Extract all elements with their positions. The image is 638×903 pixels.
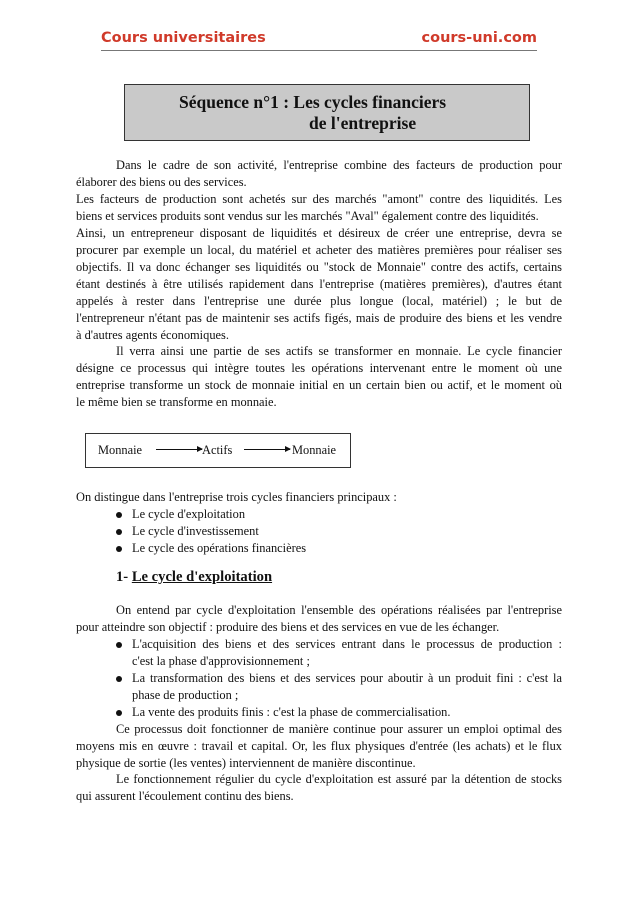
- list-item: [76, 540, 562, 557]
- text-line: pour atteindre son objectif : produire des biens et des services en vue de les échanger.: [76, 620, 500, 634]
- bullet-icon: [116, 546, 122, 552]
- list-item-text: Le cycle des opérations financières: [132, 541, 307, 555]
- cycles-list: [76, 489, 562, 557]
- text-line: l'entrepreneur n'étant pas de maintenir ses actifs figés, mais de produire des biens et les vendre: [76, 311, 562, 325]
- text-line: La vente des produits finis : c'est la phase de commercialisation.: [132, 705, 451, 719]
- text-line: Ce processus doit fonctionner de manière continue pour assurer un emploi optimal des: [116, 722, 562, 736]
- flow-node-monnaie-end: Monnaie: [292, 443, 337, 457]
- flow-arrow-2: [244, 449, 290, 450]
- flow-node-actifs: Actifs: [202, 443, 233, 457]
- sequence-title-line1: Séquence n°1 : Les cycles financiers: [179, 92, 447, 112]
- text-line: L'acquisition des biens et des services entrant dans le processus de production :: [132, 637, 562, 651]
- cycles-intro-text: On distingue dans l'entreprise trois cycles financiers principaux :: [76, 490, 397, 504]
- text-line: appelés à rester dans l'entreprise une durée plus longue (local, matériel) ; le but de: [76, 294, 562, 308]
- bullet-icon: [116, 676, 122, 682]
- text-line: phase de production ;: [132, 688, 239, 702]
- text-line: Il verra ainsi une partie de ses actifs se transformer en monnaie. Le cycle financier: [116, 344, 562, 358]
- header-site-link[interactable]: cours-uni.com: [421, 30, 537, 46]
- text-line: le même bien se transforme en monnaie.: [76, 395, 277, 409]
- bullet-icon: [116, 710, 122, 716]
- text-line: objectifs. Il va donc échanger ses liquidités ou "stock de Monnaie" contre des actifs, certains: [76, 260, 562, 274]
- section-1-number: 1-: [116, 569, 132, 585]
- text-line: élaborer des biens ou des services.: [76, 175, 247, 189]
- section-1-title: Le cycle d'exploitation: [131, 569, 273, 585]
- list-item: [76, 704, 562, 721]
- financial-cycle-flow-diagram: [85, 433, 351, 468]
- intro-paragraph-1: [76, 157, 562, 344]
- text-line: physique de sortie (les ventes) interviennent de manière discontinue.: [76, 756, 416, 770]
- sequence-title-box: [124, 84, 530, 141]
- flow-node-monnaie-start: Monnaie: [98, 443, 143, 457]
- text-line: biens et services produits sont vendus sur les marchés "Aval" également contre des liquidités.: [76, 209, 539, 223]
- list-item: [76, 506, 562, 523]
- header-site-name: Cours universitaires: [101, 30, 266, 46]
- text-line: étant destinés à être utilisés rapidement dans l'entreprise (matières premières), d'autres étant: [76, 277, 562, 291]
- bullet-icon: [116, 642, 122, 648]
- bullet-icon: [116, 529, 122, 535]
- cycles-intro: [76, 489, 562, 506]
- bullet-icon: [116, 512, 122, 518]
- intro-paragraph-2: [76, 343, 562, 411]
- text-line: entreprise transforme un stock de monnaie initial en un certain bien ou actif, et le moment où: [76, 378, 562, 392]
- list-item: [76, 636, 562, 670]
- text-line: La transformation des biens et des services pour aboutir à un produit fini : c'est la: [132, 671, 562, 685]
- list-item-text: Le cycle d'investissement: [132, 524, 259, 538]
- page-header: [101, 26, 537, 51]
- list-item: [76, 670, 562, 704]
- text-line: à d'autres agents économiques.: [76, 328, 229, 342]
- section-1-body: [76, 602, 562, 772]
- flow-arrow-1: [156, 449, 202, 450]
- text-line: qui assurent l'écoulement continu des biens.: [76, 789, 294, 803]
- text-line: Le fonctionnement régulier du cycle d'exploitation est assuré par la détention de stocks: [116, 772, 562, 786]
- sequence-title-line2: de l'entreprise: [309, 113, 417, 133]
- text-line: moyens mis en œuvre : travail et capital. Or, les flux physiques d'entrée (les achats) et le flux: [76, 739, 562, 753]
- text-line: On entend par cycle d'exploitation l'ensemble des opérations réalisées par l'entreprise: [116, 603, 562, 617]
- text-line: Les facteurs de production sont achetés sur des marchés "amont" contre des liquidités. Les: [76, 192, 562, 206]
- text-line: Dans le cadre de son activité, l'entreprise combine des facteurs de production pour: [116, 158, 562, 172]
- text-line: Ainsi, un entrepreneur disposant de liquidités et désireux de créer une entreprise, devra se: [76, 226, 562, 240]
- list-item-text: Le cycle d'exploitation: [132, 507, 246, 521]
- text-line: c'est la phase d'approvisionnement ;: [132, 654, 310, 668]
- text-line: désigne ce processus qui intègre toutes les opérations intervenant entre le moment où une: [76, 361, 562, 375]
- section-1-closing-paragraph: [76, 771, 562, 805]
- section-1-heading: [116, 569, 272, 586]
- text-line: procurer par exemple un local, du matériel et acheter des matières premières pour réaliser ses: [76, 243, 562, 257]
- list-item: [76, 523, 562, 540]
